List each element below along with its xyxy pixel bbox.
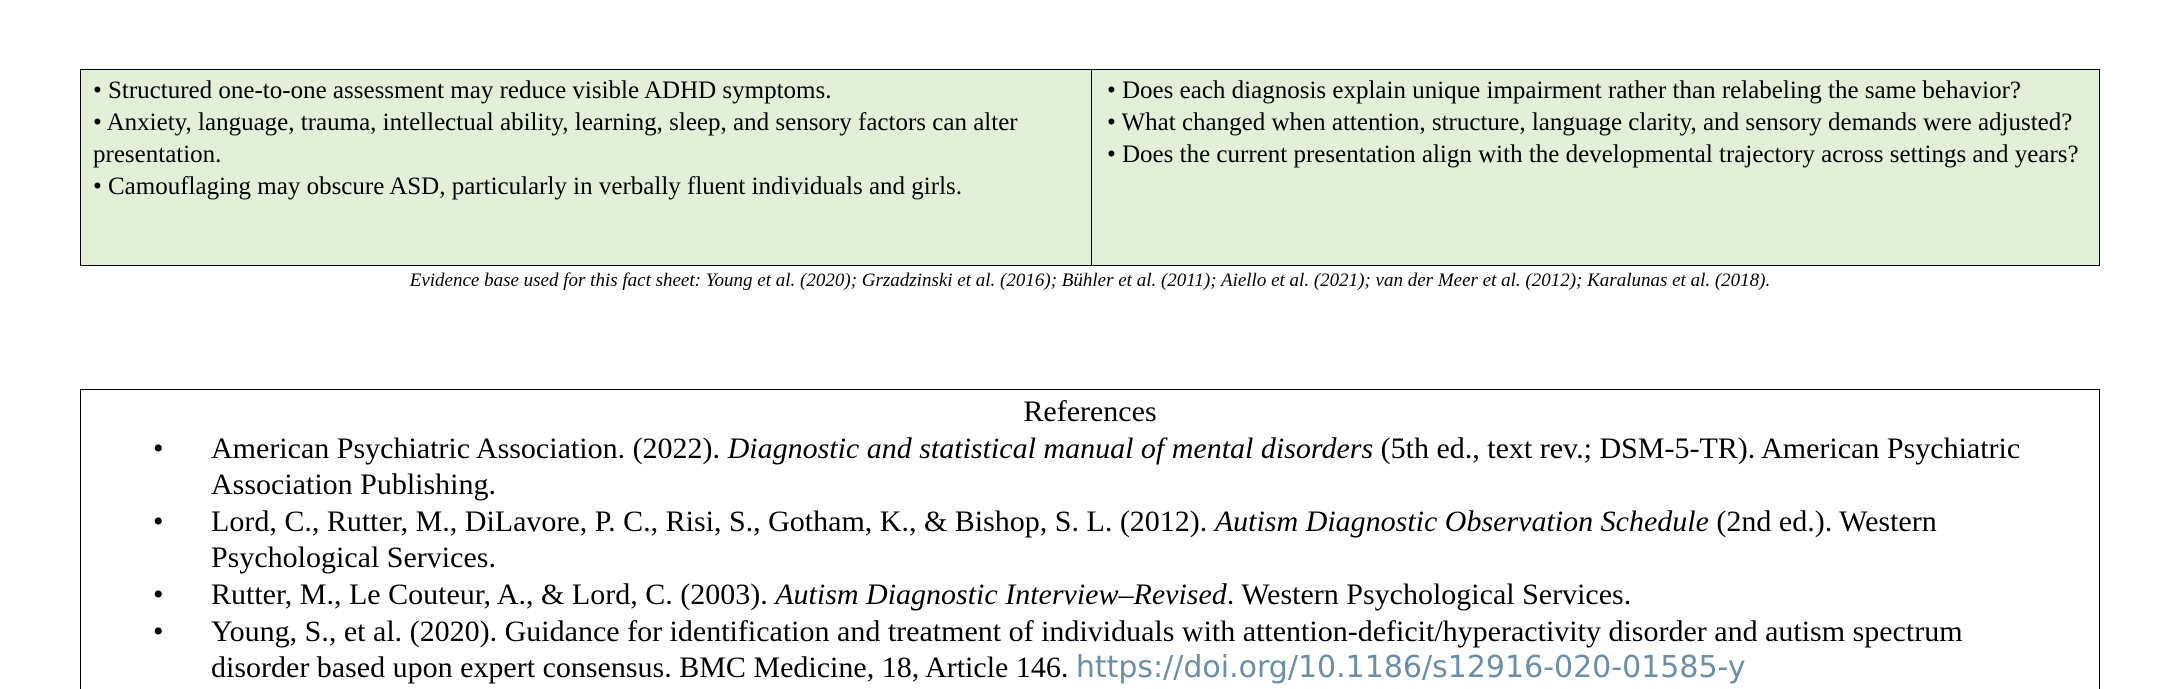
reference-text: (5th ed., text rev.; DSM-5-TR). American Psychiatric Association Publishing. [211,432,2021,501]
factsheet-left-item: • Camouflaging may obscure ASD, particularly in verbally fluent individuals and girls. [93,173,962,200]
reference-item [81,431,2099,503]
bullet-icon: • [153,505,164,538]
factsheet-right-column [1092,70,2099,265]
factsheet-left-item: • Structured one-to-one assessment may reduce visible ADHD symptoms. [93,77,832,104]
reference-text: Rutter, M., Le Couteur, A., & Lord, C. (2003). [211,578,776,611]
factsheet-right-item: • What changed when attention, structure, language clarity, and sensory demands were adjusted? [1107,109,2073,136]
factsheet-right-item: • Does the current presentation align with the developmental trajectory across settings and years? [1107,141,2079,168]
reference-item [81,577,2099,613]
reference-doi-link[interactable]: https://doi.org/10.1186/s12916-020-01585-y [1075,650,1746,685]
factsheet-left-column [81,70,1092,265]
references-list [81,431,2099,686]
references-title: References [1023,395,1157,428]
bullet-icon: • [153,578,164,611]
reference-text: American Psychiatric Association. (2022). [211,432,728,465]
reference-text: Lord, C., Rutter, M., DiLavore, P. C., Risi, S., Gotham, K., & Bishop, S. L. (2012). [211,505,1215,538]
reference-item [81,504,2099,576]
evidence-caption: Evidence base used for this fact sheet: Young et al. (2020); Grzadzinski et al. (2016); Bühler et al. (2011); Aiello et al. (2021); van der Meer et al. (2012); Karalunas et al. (2018). [409,270,1771,291]
reference-title: Autism Diagnostic Interview–Revised [775,578,1227,611]
reference-title: Autism Diagnostic Observation Schedule [1214,505,1709,538]
bullet-icon: • [153,615,164,648]
bullet-icon: • [153,432,164,465]
reference-text: . Western Psychological Services. [1226,578,1632,611]
factsheet-table [80,69,2100,266]
reference-text: (2nd ed.). Western Psychological Services. [211,505,1937,574]
references-section [80,389,2100,689]
factsheet-right-item: • Does each diagnosis explain unique impairment rather than relabeling the same behavior? [1107,77,2021,104]
reference-title: Diagnostic and statistical manual of mental disorders [727,432,1374,465]
factsheet-left-item: • Anxiety, language, trauma, intellectual ability, learning, sleep, and sensory factors can alter presentation. [93,109,1018,168]
reference-item [81,614,2099,686]
reference-text: Young, S., et al. (2020). Guidance for identification and treatment of individuals with attention-deficit/hyperactivity disorder and autism spectrum disorder based upon expert consensus. BMC Medicine, 18, Article 146. [211,615,1963,684]
